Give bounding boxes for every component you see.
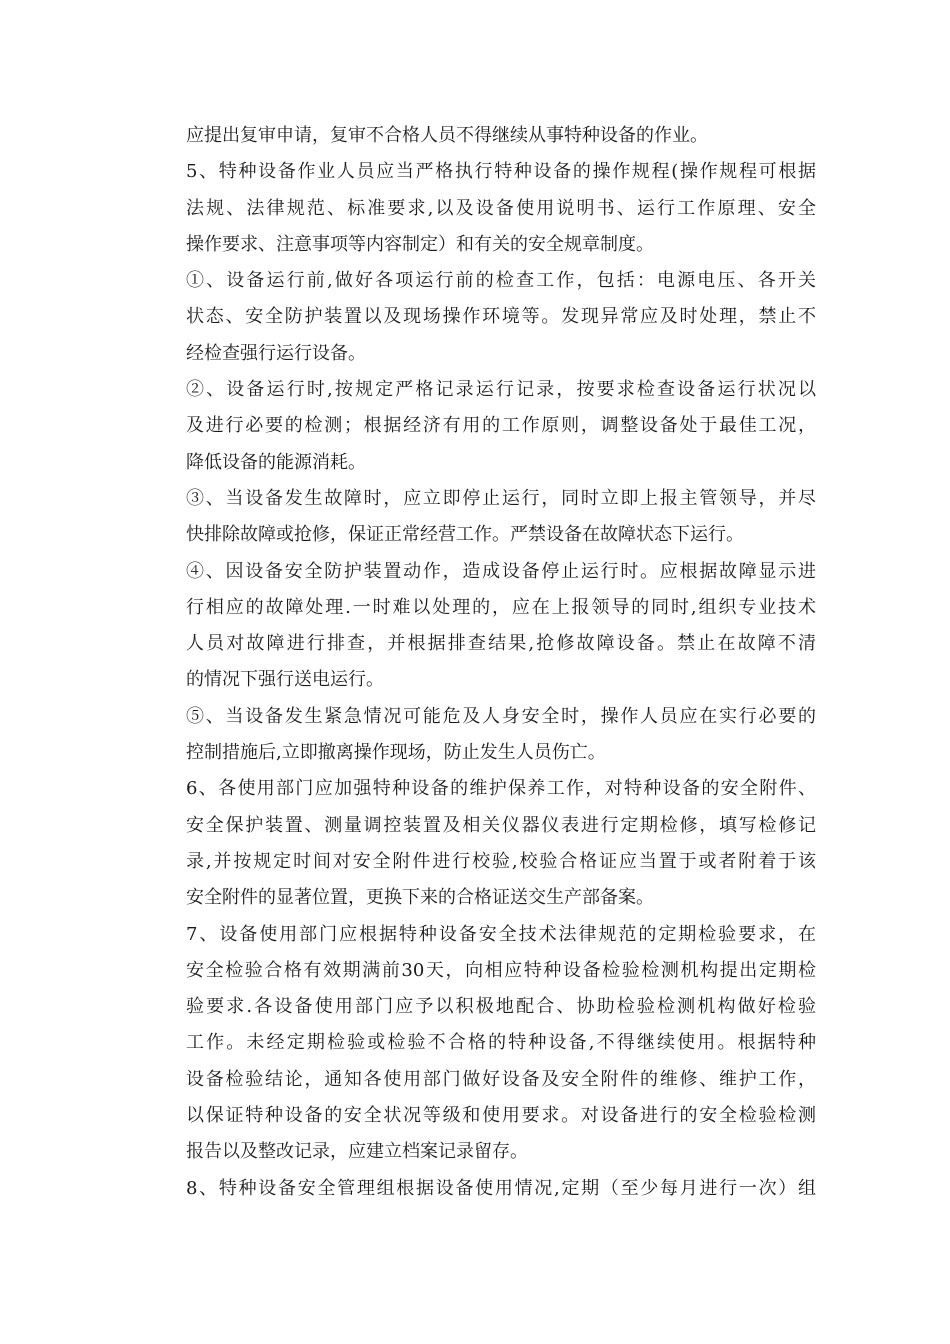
text-line: 人员对故障进行排查，并根据排查结果,抢修故障设备。禁止在故障不清	[186, 633, 816, 655]
text-line: 以保证特种设备的安全状况等级和使用要求。对设备进行的安全检验检测	[186, 1105, 816, 1127]
text-line: 安全保护装置、测量调控装置及相关仪器仪表进行定期检修，填写检修记	[186, 814, 816, 836]
text-line: 8、特种设备安全管理组根据设备使用情况,定期（至少每月进行一次）组	[186, 1177, 816, 1199]
text-line: 的情况下强行送电运行。	[186, 669, 384, 691]
text-line: 验要求.各设备使用部门应予以积极地配合、协助检验检测机构做好检验	[186, 996, 816, 1018]
text-line: 控制措施后,立即撤离操作现场，防止发生人员伤亡。	[186, 742, 606, 764]
text-line: ⑤、当设备发生紧急情况可能危及人身安全时，操作人员应在实行必要的	[186, 705, 816, 727]
text-line: 操作要求、注意事项等内容制定）和有关的安全规章制度。	[186, 233, 654, 255]
text-line: 安全附件的显著位置，更换下来的合格证送交生产部备案。	[186, 887, 654, 909]
text-line: 6、各使用部门应加强特种设备的维护保养工作，对特种设备的安全附件、	[186, 778, 816, 800]
text-line: ③、当设备发生故障时，应立即停止运行，同时立即上报主管领导，并尽	[186, 487, 816, 509]
text-line: 法规、法律规范、标准要求,以及设备使用说明书、运行工作原理、安全	[186, 197, 816, 219]
text-line: 7、设备使用部门应根据特种设备安全技术法律规范的定期检验要求，在	[186, 923, 816, 945]
text-line: 安全检验合格有效期满前30天，向相应特种设备检验检测机构提出定期检	[186, 959, 816, 981]
text-line: ④、因设备安全防护装置动作，造成设备停止运行时。应根据故障显示进	[186, 560, 816, 582]
text-line: 及进行必要的检测；根据经济有用的工作原则，调整设备处于最佳工况，	[186, 415, 816, 437]
text-line: 行相应的故障处理.一时难以处理的，应在上报领导的同时,组织专业技术	[186, 596, 816, 618]
text-line: 工作。未经定期检验或检验不合格的特种设备,不得继续使用。根据特种	[186, 1032, 816, 1054]
text-line: 设备检验结论，通知各使用部门做好设备及安全附件的维修、维护工作，	[186, 1068, 816, 1090]
text-line: 录,并按规定时间对安全附件进行校验,校验合格证应当置于或者附着于该	[186, 850, 816, 872]
text-line: ①、设备运行前,做好各项运行前的检查工作，包括：电源电压、各开关	[186, 270, 816, 292]
text-line: 5、特种设备作业人员应当严格执行特种设备的操作规程(操作规程可根据	[186, 161, 816, 183]
text-line: 应提出复审申请，复审不合格人员不得继续从事特种设备的作业。	[186, 125, 708, 146]
text-line: 经检查强行运行设备。	[186, 342, 366, 364]
text-line: 状态、安全防护装置以及现场操作环境等。发现异常应及时处理，禁止不	[186, 306, 816, 328]
text-line: 降低设备的能源消耗。	[186, 451, 366, 473]
text-line: ②、设备运行时,按规定严格记录运行记录，按要求检查设备运行状况以	[186, 379, 816, 401]
document-body	[186, 118, 816, 1207]
text-line: 快排除故障或抢修，保证正常经营工作。严禁设备在故障状态下运行。	[186, 524, 744, 546]
text-line: 报告以及整改记录，应建立档案记录留存。	[186, 1141, 528, 1163]
